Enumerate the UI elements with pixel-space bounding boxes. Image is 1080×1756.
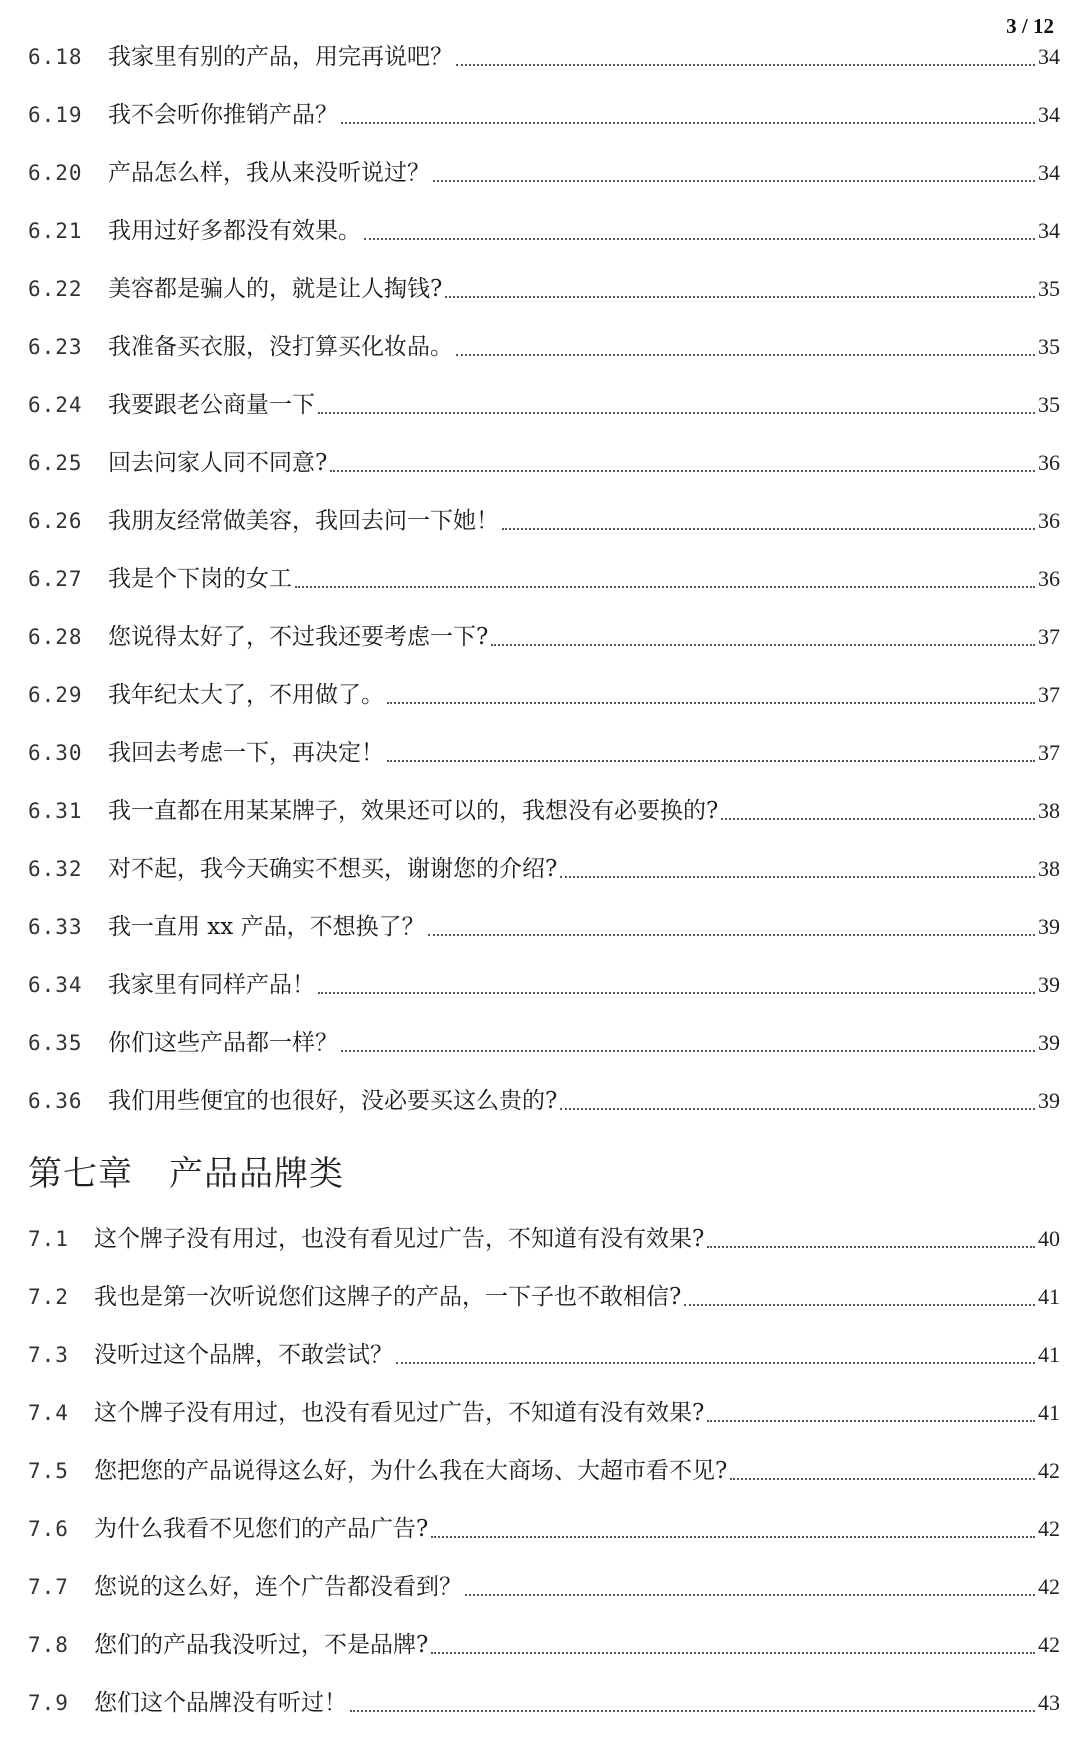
toc-entry-page: 37 [1038, 624, 1060, 649]
toc-entry[interactable] [0, 86, 1080, 144]
toc-entry-title: 您说的这么好，连个广告都没看到？ [94, 1574, 462, 1600]
chapter-title: 产品品牌类 [169, 1153, 344, 1194]
toc-entry[interactable] [0, 376, 1080, 434]
dot-leader [396, 1362, 1035, 1364]
toc-entry-title: 这个牌子没有用过，也没有看见过广告，不知道有没有效果? [94, 1400, 705, 1426]
toc-entry-page: 39 [1038, 914, 1060, 939]
dot-leader [318, 992, 1035, 994]
toc-entry-number: 6.30 [28, 741, 83, 765]
toc-entry[interactable] [0, 1558, 1080, 1616]
dot-leader [433, 180, 1035, 182]
dot-leader [341, 122, 1035, 124]
toc-entry-number: 6.34 [28, 973, 83, 997]
toc-entry-number: 7.4 [28, 1401, 69, 1425]
toc-entry-number: 6.35 [28, 1031, 83, 1055]
toc-entry-page: 42 [1038, 1632, 1060, 1657]
toc-entry-title: 产品怎么样，我从来没听说过？ [108, 160, 430, 186]
toc-entry-title: 回去问家人同不同意? [108, 450, 328, 476]
toc-entry-number: 7.6 [28, 1517, 69, 1541]
toc-entry-page: 41 [1038, 1400, 1060, 1425]
toc-entry-title: 我朋友经常做美容，我回去问一下她！ [108, 508, 499, 534]
dot-leader [318, 412, 1035, 414]
dot-leader [431, 1652, 1035, 1654]
toc-entry-number: 7.1 [28, 1227, 69, 1251]
toc-entry-number: 6.32 [28, 857, 83, 881]
toc-entry-title: 我一直都在用某某牌子，效果还可以的，我想没有必要换的? [108, 798, 719, 824]
toc-entry-title: 您们这个品牌没有听过！ [94, 1690, 347, 1716]
toc-entry-page: 38 [1038, 798, 1060, 823]
toc-entry-number: 6.18 [28, 45, 83, 69]
toc-entry-number: 7.9 [28, 1691, 69, 1715]
dot-leader [431, 1536, 1035, 1538]
toc-entry-title: 您把您的产品说得这么好，为什么我在大商场、大超市看不见? [94, 1458, 728, 1484]
toc-entry-number: 7.2 [28, 1285, 69, 1309]
toc-entry[interactable] [0, 1674, 1080, 1732]
toc-entry-page: 39 [1038, 972, 1060, 997]
toc-entry[interactable] [0, 434, 1080, 492]
toc-entry-title: 我回去考虑一下，再决定！ [108, 740, 384, 766]
toc-entry-page: 34 [1038, 160, 1060, 185]
toc-entry-number: 6.24 [28, 393, 83, 417]
table-of-contents [0, 28, 1080, 1732]
toc-entry-title: 我要跟老公商量一下 [108, 392, 315, 418]
chapter-heading [0, 1130, 1080, 1210]
toc-entry[interactable] [0, 1268, 1080, 1326]
toc-entry-number: 7.8 [28, 1633, 69, 1657]
dot-leader [456, 64, 1035, 66]
toc-entry[interactable] [0, 318, 1080, 376]
toc-entry-page: 35 [1038, 334, 1060, 359]
dot-leader [560, 876, 1035, 878]
toc-entry-number: 6.21 [28, 219, 83, 243]
dot-leader [730, 1478, 1035, 1480]
toc-entry-page: 39 [1038, 1088, 1060, 1113]
toc-entry-title: 我年纪太大了，不用做了。 [108, 682, 384, 708]
toc-entry[interactable] [0, 1616, 1080, 1674]
toc-entry-page: 42 [1038, 1574, 1060, 1599]
toc-entry-page: 34 [1038, 102, 1060, 127]
toc-entry[interactable] [0, 898, 1080, 956]
toc-entry-title: 我用过好多都没有效果。 [108, 218, 361, 244]
toc-entry[interactable] [0, 1326, 1080, 1384]
toc-entry-page: 41 [1038, 1342, 1060, 1367]
toc-entry-title: 我家里有同样产品！ [108, 972, 315, 998]
toc-entry-number: 6.28 [28, 625, 83, 649]
dot-leader [502, 528, 1035, 530]
toc-entry-title: 我也是第一次听说您们这牌子的产品，一下子也不敢相信? [94, 1284, 682, 1310]
dot-leader [456, 354, 1035, 356]
toc-entry-title: 对不起，我今天确实不想买，谢谢您的介绍? [108, 856, 558, 882]
toc-entry-page: 36 [1038, 508, 1060, 533]
toc-entry[interactable] [0, 840, 1080, 898]
toc-entry-page: 36 [1038, 566, 1060, 591]
dot-leader [491, 644, 1035, 646]
toc-entry-number: 6.27 [28, 567, 83, 591]
toc-entry[interactable] [0, 1210, 1080, 1268]
toc-entry-page: 40 [1038, 1226, 1060, 1251]
toc-entry-page: 37 [1038, 682, 1060, 707]
dot-leader [684, 1304, 1035, 1306]
toc-entry-number: 6.20 [28, 161, 83, 185]
toc-entry-page: 38 [1038, 856, 1060, 881]
toc-entry[interactable] [0, 608, 1080, 666]
toc-entry[interactable] [0, 28, 1080, 86]
dot-leader [707, 1246, 1035, 1248]
page-indicator: 3 / 12 [1006, 14, 1054, 38]
toc-entry-title: 这个牌子没有用过，也没有看见过广告，不知道有没有效果? [94, 1226, 705, 1252]
toc-entry-number: 6.33 [28, 915, 83, 939]
toc-entry[interactable] [0, 666, 1080, 724]
toc-entry[interactable] [0, 260, 1080, 318]
toc-entry-title: 您们的产品我没听过，不是品牌? [94, 1632, 429, 1658]
toc-entry[interactable] [0, 1500, 1080, 1558]
toc-entry-page: 42 [1038, 1516, 1060, 1541]
dot-leader [560, 1108, 1035, 1110]
toc-entry-number: 6.26 [28, 509, 83, 533]
toc-entry-number: 6.23 [28, 335, 83, 359]
toc-entry-page: 41 [1038, 1284, 1060, 1309]
toc-entry-number: 6.19 [28, 103, 83, 127]
toc-entry-number: 6.22 [28, 277, 83, 301]
toc-entry[interactable] [0, 492, 1080, 550]
toc-entry-title: 我是个下岗的女工 [108, 566, 292, 592]
dot-leader [465, 1594, 1035, 1596]
toc-entry[interactable] [0, 144, 1080, 202]
toc-entry-number: 7.7 [28, 1575, 69, 1599]
dot-leader [330, 470, 1035, 472]
toc-entry[interactable] [0, 1014, 1080, 1072]
dot-leader [387, 702, 1035, 704]
toc-entry-title: 我准备买衣服，没打算买化妆品。 [108, 334, 453, 360]
dot-leader [707, 1420, 1035, 1422]
dot-leader [387, 760, 1035, 762]
toc-entry-page: 43 [1038, 1690, 1060, 1715]
chapter-number: 第七章 [28, 1153, 133, 1194]
toc-entry-number: 6.36 [28, 1089, 83, 1113]
toc-entry-page: 37 [1038, 740, 1060, 765]
toc-entry-page: 39 [1038, 1030, 1060, 1055]
dot-leader [350, 1710, 1035, 1712]
toc-entry-number: 6.25 [28, 451, 83, 475]
toc-entry-number: 7.3 [28, 1343, 69, 1367]
toc-entry[interactable] [0, 1442, 1080, 1500]
section-6-list [0, 28, 1080, 1130]
toc-entry-number: 6.31 [28, 799, 83, 823]
toc-entry-title: 美容都是骗人的，就是让人掏钱? [108, 276, 443, 302]
toc-entry-page: 35 [1038, 392, 1060, 417]
dot-leader [341, 1050, 1035, 1052]
toc-entry-page: 42 [1038, 1458, 1060, 1483]
toc-entry-title: 我家里有别的产品，用完再说吧？ [108, 44, 453, 70]
dot-leader [721, 818, 1035, 820]
section-7-list [0, 1210, 1080, 1732]
toc-entry-number: 6.29 [28, 683, 83, 707]
toc-entry-page: 35 [1038, 276, 1060, 301]
dot-leader [364, 238, 1035, 240]
toc-entry-title: 您说得太好了，不过我还要考虑一下? [108, 624, 489, 650]
toc-entry-page: 34 [1038, 218, 1060, 243]
toc-entry[interactable] [0, 202, 1080, 260]
dot-leader [445, 296, 1035, 298]
toc-entry-page: 36 [1038, 450, 1060, 475]
dot-leader [295, 586, 1035, 588]
toc-entry-number: 7.5 [28, 1459, 69, 1483]
toc-entry-title: 没听过这个品牌，不敢尝试？ [94, 1342, 393, 1368]
toc-entry[interactable] [0, 1072, 1080, 1130]
toc-entry[interactable] [0, 550, 1080, 608]
toc-entry-title: 我们用些便宜的也很好，没必要买这么贵的? [108, 1088, 558, 1114]
toc-entry[interactable] [0, 782, 1080, 840]
dot-leader [428, 934, 1035, 936]
toc-entry-page: 34 [1038, 44, 1060, 69]
toc-entry-title: 我一直用 xx 产品，不想换了？ [108, 914, 425, 940]
toc-entry[interactable] [0, 956, 1080, 1014]
toc-entry[interactable] [0, 1384, 1080, 1442]
toc-entry-title: 你们这些产品都一样？ [108, 1030, 338, 1056]
toc-entry[interactable] [0, 724, 1080, 782]
toc-entry-title: 我不会听你推销产品？ [108, 102, 338, 128]
toc-entry-title: 为什么我看不见您们的产品广告? [94, 1516, 429, 1542]
